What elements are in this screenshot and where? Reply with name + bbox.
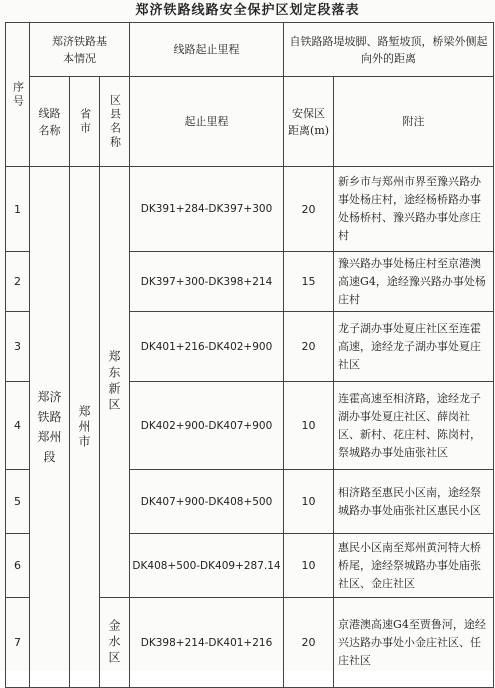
- row-seq: 3: [6, 312, 30, 382]
- row-seq: 5: [6, 470, 30, 534]
- remarks-header: 附注: [334, 77, 494, 167]
- row-note: 龙子湖办事处夏庄社区至连霍高速，途经龙子湖办事处夏庄社区: [334, 312, 494, 382]
- row-mileage: DK402+900-DK407+900: [130, 382, 284, 470]
- row-seq: 6: [6, 534, 30, 598]
- row-distance: 20: [284, 312, 334, 382]
- row-seq: 7: [6, 598, 30, 688]
- line-name-header: 线路名称: [30, 77, 70, 167]
- district-value: 郑东新区: [107, 350, 122, 414]
- page-title: 郑济铁路线路安全保护区划定段落表: [135, 3, 360, 18]
- row-note: 相济路至惠民小区南，途经祭城路办事处庙张社区惠民小区: [334, 470, 494, 534]
- row-distance: 20: [284, 598, 334, 688]
- line-name-cell: [30, 167, 70, 688]
- row-note: 豫兴路办事处杨庄村至京港澳高速G4，途经豫兴路办事处杨庄村: [334, 252, 494, 312]
- row-mileage: DK401+216-DK402+900: [130, 312, 284, 382]
- row-mileage: DK397+300-DK398+214: [130, 252, 284, 312]
- row-mileage: DK391+284-DK397+300: [130, 167, 284, 252]
- seq-header-cell: [6, 23, 30, 167]
- row-distance: 10: [284, 470, 334, 534]
- row-mileage: DK398+214-DK401+216: [130, 598, 284, 688]
- city-value: 郑州市: [77, 404, 91, 450]
- row-mileage: DK408+500-DK409+287.14: [130, 534, 284, 598]
- district-cell-zhengdong: [100, 167, 130, 598]
- distance-group-header: 自铁路路堤坡脚、路堑坡顶，桥梁外侧起向外的距离: [284, 23, 494, 77]
- row-note: 惠民小区南至郑州黄河特大桥桥尾，途经祭城路办事处庙张社区、金庄社区: [334, 534, 494, 598]
- table-row: [6, 167, 494, 252]
- city-cell: [70, 167, 100, 688]
- row-note: 新乡市与郑州市界至豫兴路办事处杨庄村，途经杨桥路办事处杨桥村、豫兴路办事处彦庄村: [334, 167, 494, 252]
- line-name-value: 郑济铁路郑州段: [37, 390, 62, 464]
- safety-distance-header: 安保区距离(m): [284, 77, 334, 167]
- row-seq: 4: [6, 382, 30, 470]
- district-cell-jinshui: [100, 598, 130, 688]
- basic-info-header: 郑济铁路基本情况: [30, 23, 130, 77]
- protection-zone-table: [5, 22, 494, 688]
- district-header: 区县名称: [108, 93, 122, 150]
- district-value: 金水区: [107, 618, 122, 667]
- row-note: 京港澳高速G4至贾鲁河，途经兴达路办事处小金庄社区、任庄社区: [334, 598, 494, 688]
- row-distance: 15: [284, 252, 334, 312]
- header-row-top: [6, 23, 494, 77]
- province-city-header-cell: [70, 77, 100, 167]
- seq-header: 序号: [11, 80, 25, 109]
- row-distance: 20: [284, 167, 334, 252]
- province-city-header: 省市: [78, 107, 92, 136]
- row-seq: 2: [6, 252, 30, 312]
- row-mileage: DK407+900-DK408+500: [130, 470, 284, 534]
- header-row-bottom: [6, 77, 494, 167]
- row-note: 连霍高速至相济路，途经龙子湖办事处夏庄社区、薛岗社区、新村、花庄村、陈岗村，祭城路办事处庙张社区: [334, 382, 494, 470]
- row-distance: 10: [284, 382, 334, 470]
- row-seq: 1: [6, 167, 30, 252]
- mileage-group-header: 线路起止里程: [130, 23, 284, 77]
- mileage-header: 起止里程: [130, 77, 284, 167]
- row-distance: 10: [284, 534, 334, 598]
- district-header-cell: [100, 77, 130, 167]
